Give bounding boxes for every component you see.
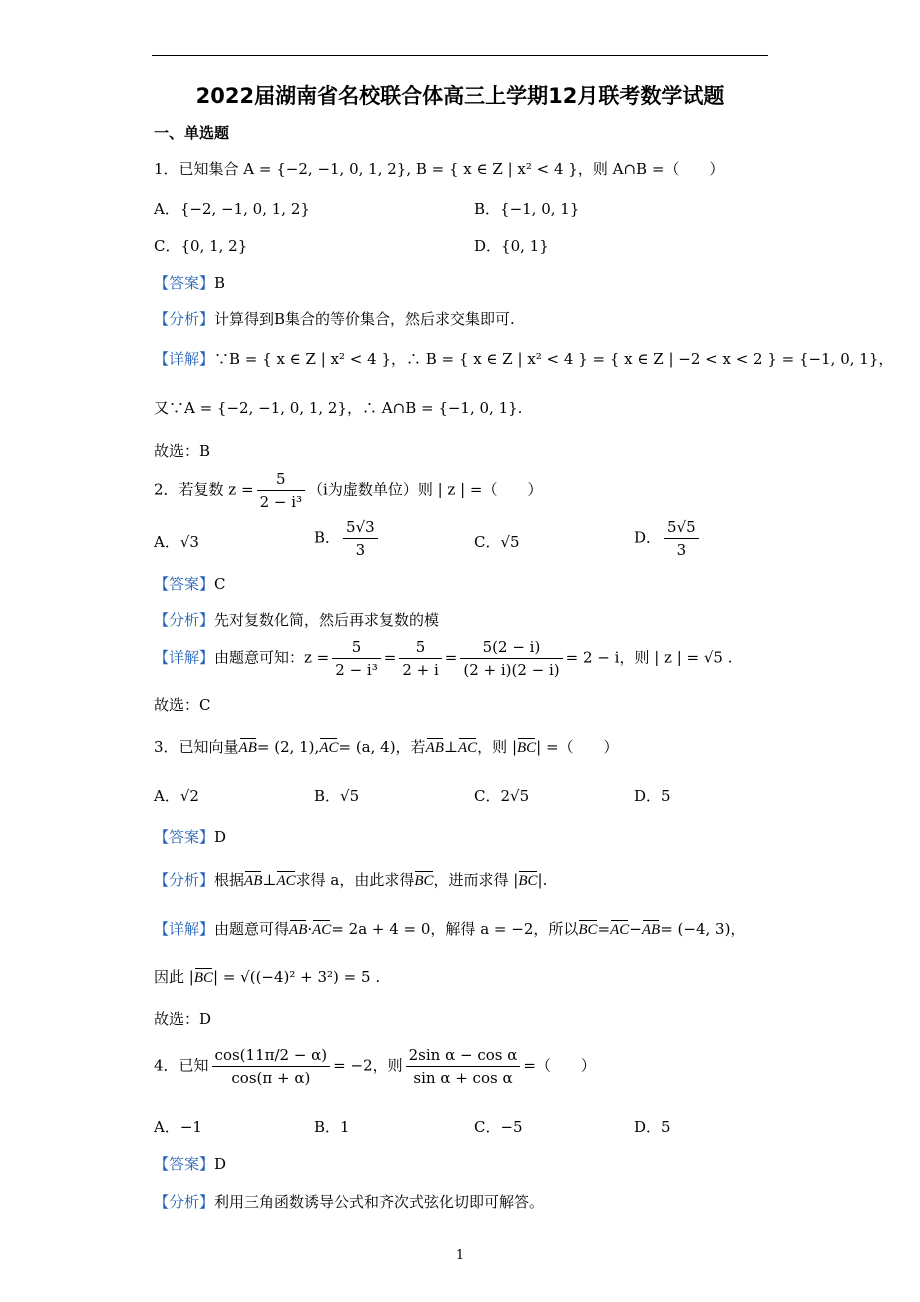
q3-option-a: A．√2 xyxy=(154,787,199,805)
q4-stem: 4．已知 $\frac{\cos(11\pi/2 - \alpha)}{\cos(\pi + \alpha)}$ = −2，则 $\frac{\text{2sin α − cos α}}{\text{sin α + cos α}}$ =（ ） xyxy=(154,1046,596,1087)
q1-option-c: C．{0, 1, 2} xyxy=(154,237,248,255)
q1-option-d: D．{0, 1} xyxy=(474,237,549,255)
q2-fraction: $\frac{5}{\text{2 − i³}}$ xyxy=(257,470,305,511)
header-rule xyxy=(152,55,768,56)
q4-option-a: A．−1 xyxy=(154,1118,202,1136)
q1-answer: 【答案】B xyxy=(154,274,226,292)
q1-choose: 故选：B xyxy=(154,442,211,460)
q4-answer: 【答案】D xyxy=(154,1155,227,1173)
page-title: 2022届湖南省名校联合体高三上学期12月联考数学试题 xyxy=(195,84,725,108)
q1-analysis: 【分析】计算得到B集合的等价集合，然后求交集即可. xyxy=(154,310,515,328)
q3-option-d: D．5 xyxy=(634,787,671,805)
q2-detail: 【详解】由题意可知：z = $\frac{5}{\text{2 − i³}}$ = $\frac{5}{2 + i}$ = $\frac{5(2 - i)}{(2 + i)(2 - i)}$ = 2 − i，则 | z | = √5 . xyxy=(154,638,733,679)
q2-choose: 故选：C xyxy=(154,696,211,714)
q2-option-a: A．√3 xyxy=(154,533,199,551)
q4-option-d: D．5 xyxy=(634,1118,671,1136)
detail-label: 【详解】 xyxy=(154,350,215,368)
q2-option-b: B． $\frac{5√3}{3}$ xyxy=(314,518,381,559)
q1-option-b: B．{−1, 0, 1} xyxy=(474,200,580,218)
q3-option-c: C．2√5 xyxy=(474,787,530,805)
q4-analysis: 【分析】利用三角函数诱导公式和齐次式弦化切即可解答。 xyxy=(154,1193,545,1211)
q3-detail: 【详解】由题意可得AB·AC= 2a + 4 = 0，解得 a = −2，所以BC=AC−AB= (−4, 3)， xyxy=(154,920,746,938)
q4-option-b: B．1 xyxy=(314,1118,350,1136)
q1-detail: 【详解】∵B = { x ∈ Z | x² < 4 }，∴ B = { x ∈ Z | x² < 4 } = { x ∈ Z | −2 < x < 2 } = {−1, 0, 1}， xyxy=(154,350,894,368)
q2-option-d: D． $\frac{5√5}{3}$ xyxy=(634,518,702,559)
q2-option-c: C．√5 xyxy=(474,533,520,551)
page-number: 1 xyxy=(455,1248,465,1263)
analysis-label: 【分析】 xyxy=(154,310,215,328)
q1-stem: 1．已知集合 A = {−2, −1, 0, 1, 2}, B = { x ∈ Z | x² < 4 }，则 A∩B =（ ） xyxy=(154,160,725,178)
q2-stem: 2．若复数 z = $\frac{5}{\text{2 − i³}}$ （i为虚数单位）则 | z | =（ ） xyxy=(154,470,543,511)
q1-option-a: A．{−2, −1, 0, 1, 2} xyxy=(154,200,310,218)
q3-detail-2: 因此 |BC| = √((−4)² + 3²) = 5 . xyxy=(154,968,381,986)
q3-choose: 故选：D xyxy=(154,1010,212,1028)
answer-label: 【答案】 xyxy=(154,274,215,292)
q3-answer: 【答案】D xyxy=(154,828,227,846)
q3-analysis: 【分析】根据AB⊥AC求得 a，由此求得BC，进而求得 |BC|. xyxy=(154,871,548,889)
q2-analysis: 【分析】先对复数化简，然后再求复数的模 xyxy=(154,611,440,629)
q2-answer: 【答案】C xyxy=(154,575,226,593)
q4-option-c: C．−5 xyxy=(474,1118,523,1136)
q3-option-b: B．√5 xyxy=(314,787,360,805)
q1-detail-2: 又∵A = {−2, −1, 0, 1, 2}，∴ A∩B = {−1, 0, 1}. xyxy=(154,399,523,417)
q3-stem: 3．已知向量AB= (2, 1),AC= (a, 4)，若AB⊥AC，则 |BC| =（ ） xyxy=(154,738,619,756)
section-heading: 一、单选题 xyxy=(154,124,230,142)
